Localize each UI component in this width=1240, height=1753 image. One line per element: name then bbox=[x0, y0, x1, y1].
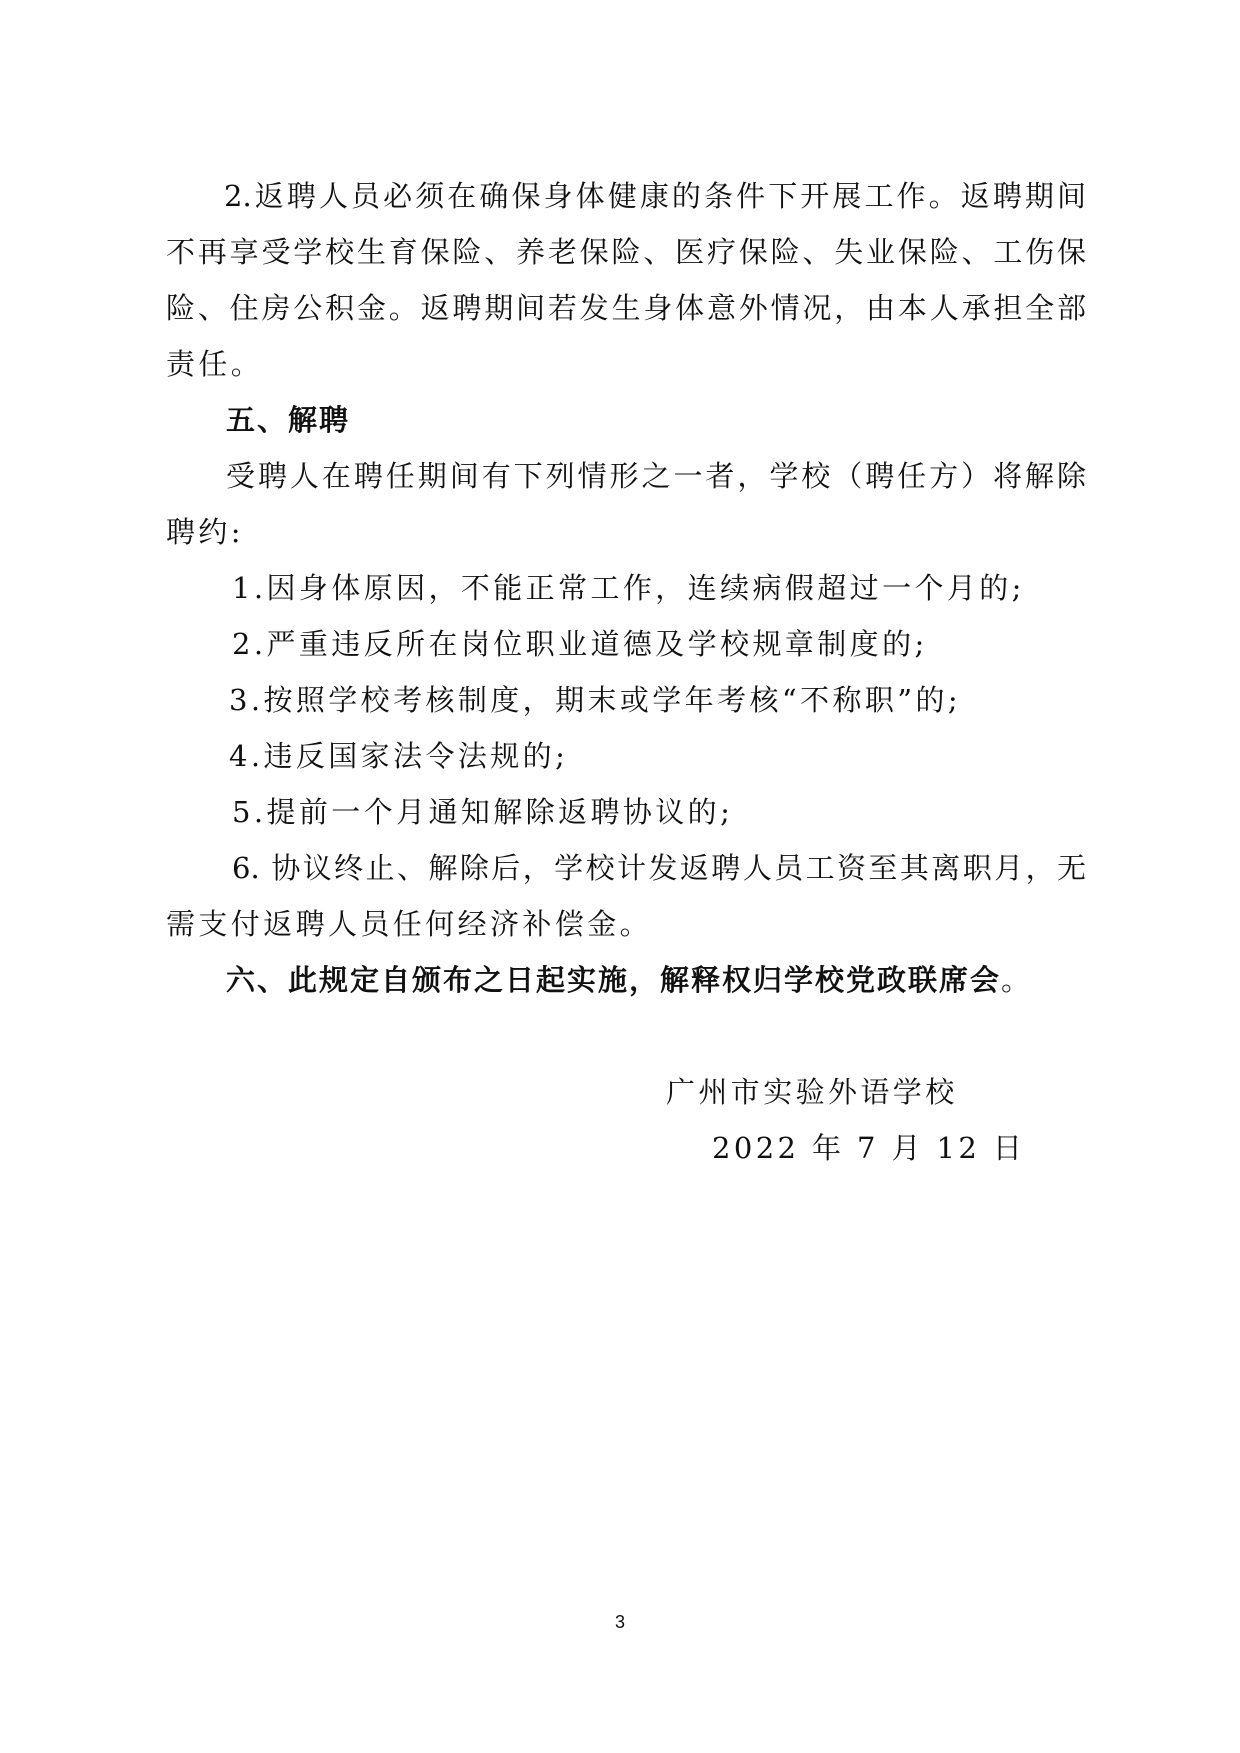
page-number: 3 bbox=[614, 1612, 625, 1632]
section-5-item-6-line-2: 需支付返聘人员任何经济补偿金。 bbox=[166, 907, 653, 941]
paragraph-2-line-1: 2.返聘人员必须在确保身体健康的条件下开展工作。返聘期间 bbox=[224, 179, 1086, 213]
section-5-item-3: 3.按照学校考核制度，期末或学年考核“不称职”的; bbox=[229, 683, 962, 717]
section-5-item-2: 2.严重违反所在岗位职业道德及学校规章制度的; bbox=[232, 627, 928, 661]
section-6-line bbox=[226, 960, 1146, 1000]
section-5-intro-line-1: 受聘人在聘任期间有下列情形之一者，学校（聘任方）将解除 bbox=[226, 459, 1086, 493]
paragraph-2-line-4: 责任。 bbox=[166, 347, 264, 381]
paragraph-2-line-2: 不再享受学校生育保险、养老保险、医疗保险、失业保险、工伤保 bbox=[166, 235, 1086, 269]
signature-date: 2022 年 7 月 12 日 bbox=[712, 1131, 1026, 1165]
section-5-item-4: 4.违反国家法令法规的; bbox=[229, 739, 569, 773]
section-5-item-1: 1.因身体原因，不能正常工作，连续病假超过一个月的; bbox=[232, 571, 1025, 605]
section-5-item-6-line-1: 6. 协议终止、解除后，学校计发返聘人员工资至其离职月，无 bbox=[232, 851, 1086, 885]
section-5-item-5: 5.提前一个月通知解除返聘协议的; bbox=[232, 795, 734, 829]
section-6-heading: 六、此规定自颁布之日起实施，解释权归学校党政联席会 bbox=[226, 963, 1002, 997]
signature-organization: 广州市实验外语学校 bbox=[666, 1075, 958, 1109]
section-5-heading: 五、解聘 bbox=[226, 403, 351, 437]
paragraph-2-line-3: 险、住房公积金。返聘期间若发生身体意外情况，由本人承担全部 bbox=[166, 291, 1086, 325]
section-6-period: 。 bbox=[1001, 963, 1034, 997]
section-5-intro-line-2: 聘约: bbox=[166, 515, 244, 549]
